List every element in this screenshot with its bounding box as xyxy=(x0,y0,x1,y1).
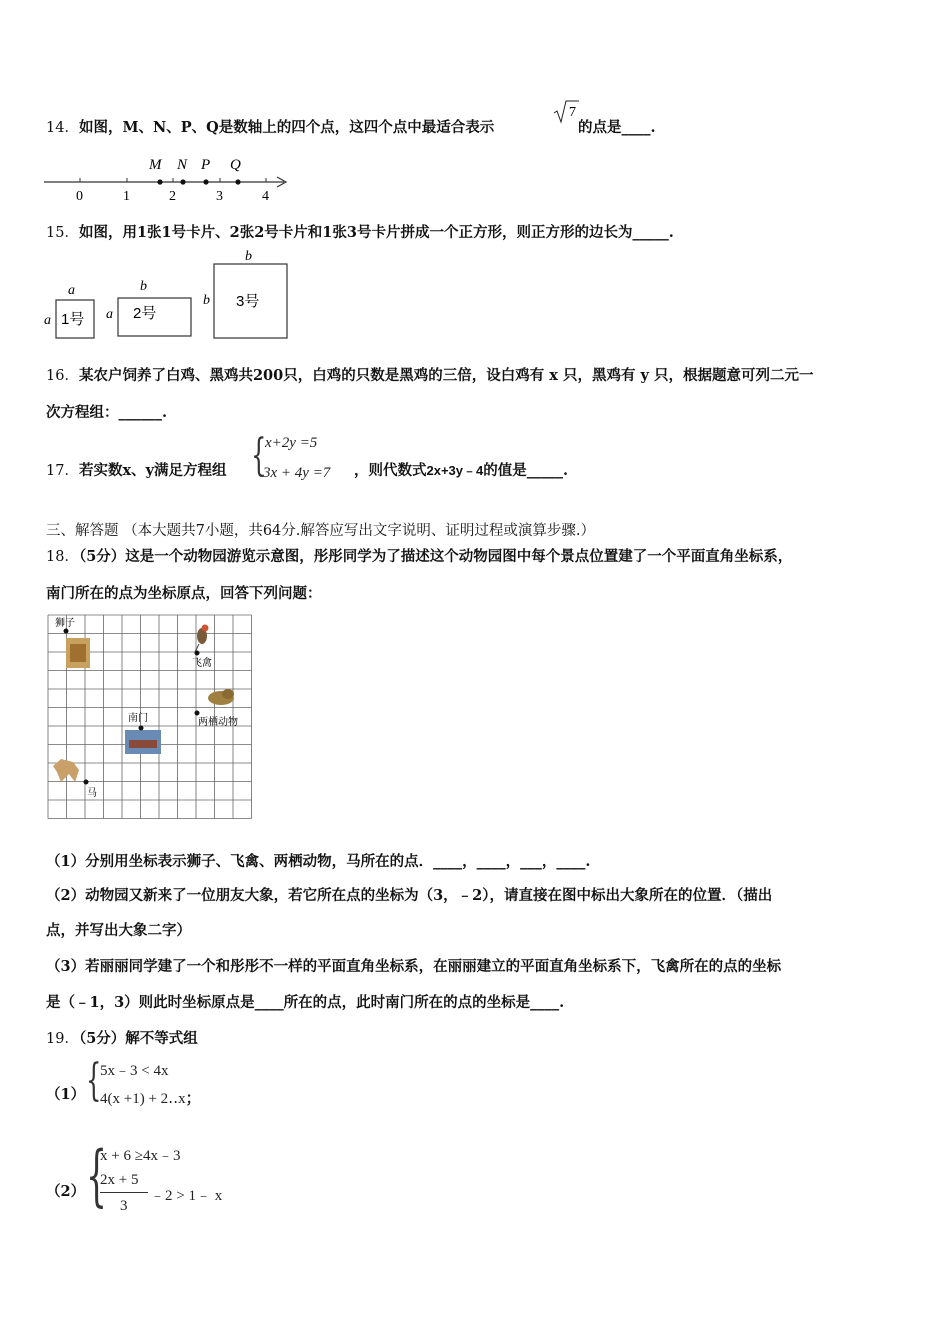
q17-eq1: x+2y =5 xyxy=(265,435,318,451)
bird-label: 飞禽 xyxy=(192,658,212,669)
south-gate-label: 南门 xyxy=(128,713,148,724)
q19-p2-brace: { xyxy=(86,1137,107,1214)
q17-eq2: 3x + 4y =7 xyxy=(263,465,331,481)
tick-4: 4 xyxy=(262,189,269,204)
q18-line1: 18．（5分）这是一个动物园游览示意图，彤彤同学为了描述这个动物园图中每个景点位置建了一个平面直角坐标系， xyxy=(46,548,793,565)
bird-point xyxy=(195,651,200,656)
point-q xyxy=(235,179,240,184)
card-2-label: 2号 xyxy=(133,305,157,322)
q19-p2-eq2-rest: ﹣2 > 1﹣ x xyxy=(150,1188,223,1204)
q19-p1-eq2: 4(x +1) + 2‥x； xyxy=(100,1091,201,1107)
point-n xyxy=(180,179,185,184)
q19-p2-label: （2） xyxy=(46,1183,86,1200)
amphibian-label: 两栖动物 xyxy=(198,717,238,728)
card-1-side: a xyxy=(44,313,51,328)
q18-sub3b: 是（﹣1，3）则此时坐标原点是____所在的点，此时南门所在的点的坐标是____. xyxy=(46,994,565,1011)
q19-p2-frac-bar xyxy=(100,1192,148,1193)
q19-p1-brace: { xyxy=(86,1055,102,1106)
q14-text: 14．如图，M、N、P、Q是数轴上的四个点，这四个点中最适合表示 xyxy=(46,119,495,136)
tick-0: 0 xyxy=(76,189,83,204)
q19-p2-eq1: x + 6 ≥4x﹣3 xyxy=(100,1148,181,1164)
q18-sub3a: （3）若丽丽同学建了一个和彤彤不一样的平面直角坐标系，在丽丽建立的平面直角坐标系下，飞禽所在的点的坐标 xyxy=(46,958,782,975)
label-p: P xyxy=(201,157,211,173)
number-line xyxy=(44,152,294,204)
horse-point xyxy=(84,780,89,785)
horse-label: 马 xyxy=(87,788,97,799)
card-1-label: 1号 xyxy=(61,311,85,328)
q19-p2-frac-den: 3 xyxy=(120,1198,128,1214)
q19-p2-frac-num: 2x + 5 xyxy=(100,1172,139,1188)
label-q: Q xyxy=(230,157,241,173)
q17-text-a: 17．若实数x、y满足方程组 xyxy=(46,462,227,479)
point-m xyxy=(157,179,162,184)
q15-text: 15．如图，用1张1号卡片、2张2号卡片和1张3号卡片拼成一个正方形，则正方形的边长为_____. xyxy=(46,224,674,241)
amphibian-point xyxy=(195,711,200,716)
q16-line2: 次方程组：______. xyxy=(46,404,168,421)
tick-2: 2 xyxy=(169,189,176,204)
point-p xyxy=(203,179,208,184)
sqrt-radicand: 7 xyxy=(569,105,576,120)
cards-figure xyxy=(40,248,296,344)
label-m: M xyxy=(149,157,162,173)
q17-brace: { xyxy=(251,430,267,481)
q18-sub2b: 点，并写出大象二字） xyxy=(46,922,191,939)
lion-label: 狮子 xyxy=(55,618,75,629)
tick-3: 3 xyxy=(216,189,223,204)
q18-line2: 南门所在的点为坐标原点，回答下列问题： xyxy=(46,585,322,602)
q19-title: 19．（5分）解不等式组 xyxy=(46,1030,198,1047)
lion-point xyxy=(64,629,69,634)
q18-sub1: （1）分别用坐标表示狮子、飞禽、两栖动物，马所在的点．____，____，___，____. xyxy=(46,853,591,870)
label-n: N xyxy=(177,157,188,173)
south-gate-point xyxy=(139,726,144,731)
card-3-side: b xyxy=(203,293,210,308)
card-3-top: b xyxy=(245,249,252,264)
q17-text-b: ，则代数式2x+3y﹣4的值是_____. xyxy=(354,462,569,479)
card-1-top: a xyxy=(68,283,75,298)
q19-p1-label: （1） xyxy=(46,1086,86,1103)
card-2-top: b xyxy=(140,279,147,294)
q16-line1: 16．某农户饲养了白鸡、黑鸡共200只，白鸡的只数是黑鸡的三倍，设白鸡有 x 只，黑鸡有 y 只，根据题意可列二元一 xyxy=(46,367,814,384)
tick-1: 1 xyxy=(123,189,130,204)
q14-text-end: 的点是____. xyxy=(578,119,656,136)
q19-p1-eq1: 5x﹣3 < 4x xyxy=(100,1063,169,1079)
card-2-side: a xyxy=(106,307,113,322)
section3-title: 三、解答题 （本大题共7小题，共64分.解答应写出文字说明、证明过程或演算步骤.） xyxy=(46,523,596,539)
horse-picture xyxy=(53,759,79,782)
zoo-map xyxy=(47,614,259,824)
q18-sub2a: （2）动物园又新来了一位朋友大象，若它所在点的坐标为（3，﹣2），请直接在图中标出大象所在的位置．（描出 xyxy=(46,887,773,904)
sqrt-seven xyxy=(552,98,580,128)
card-3-label: 3号 xyxy=(236,293,260,310)
